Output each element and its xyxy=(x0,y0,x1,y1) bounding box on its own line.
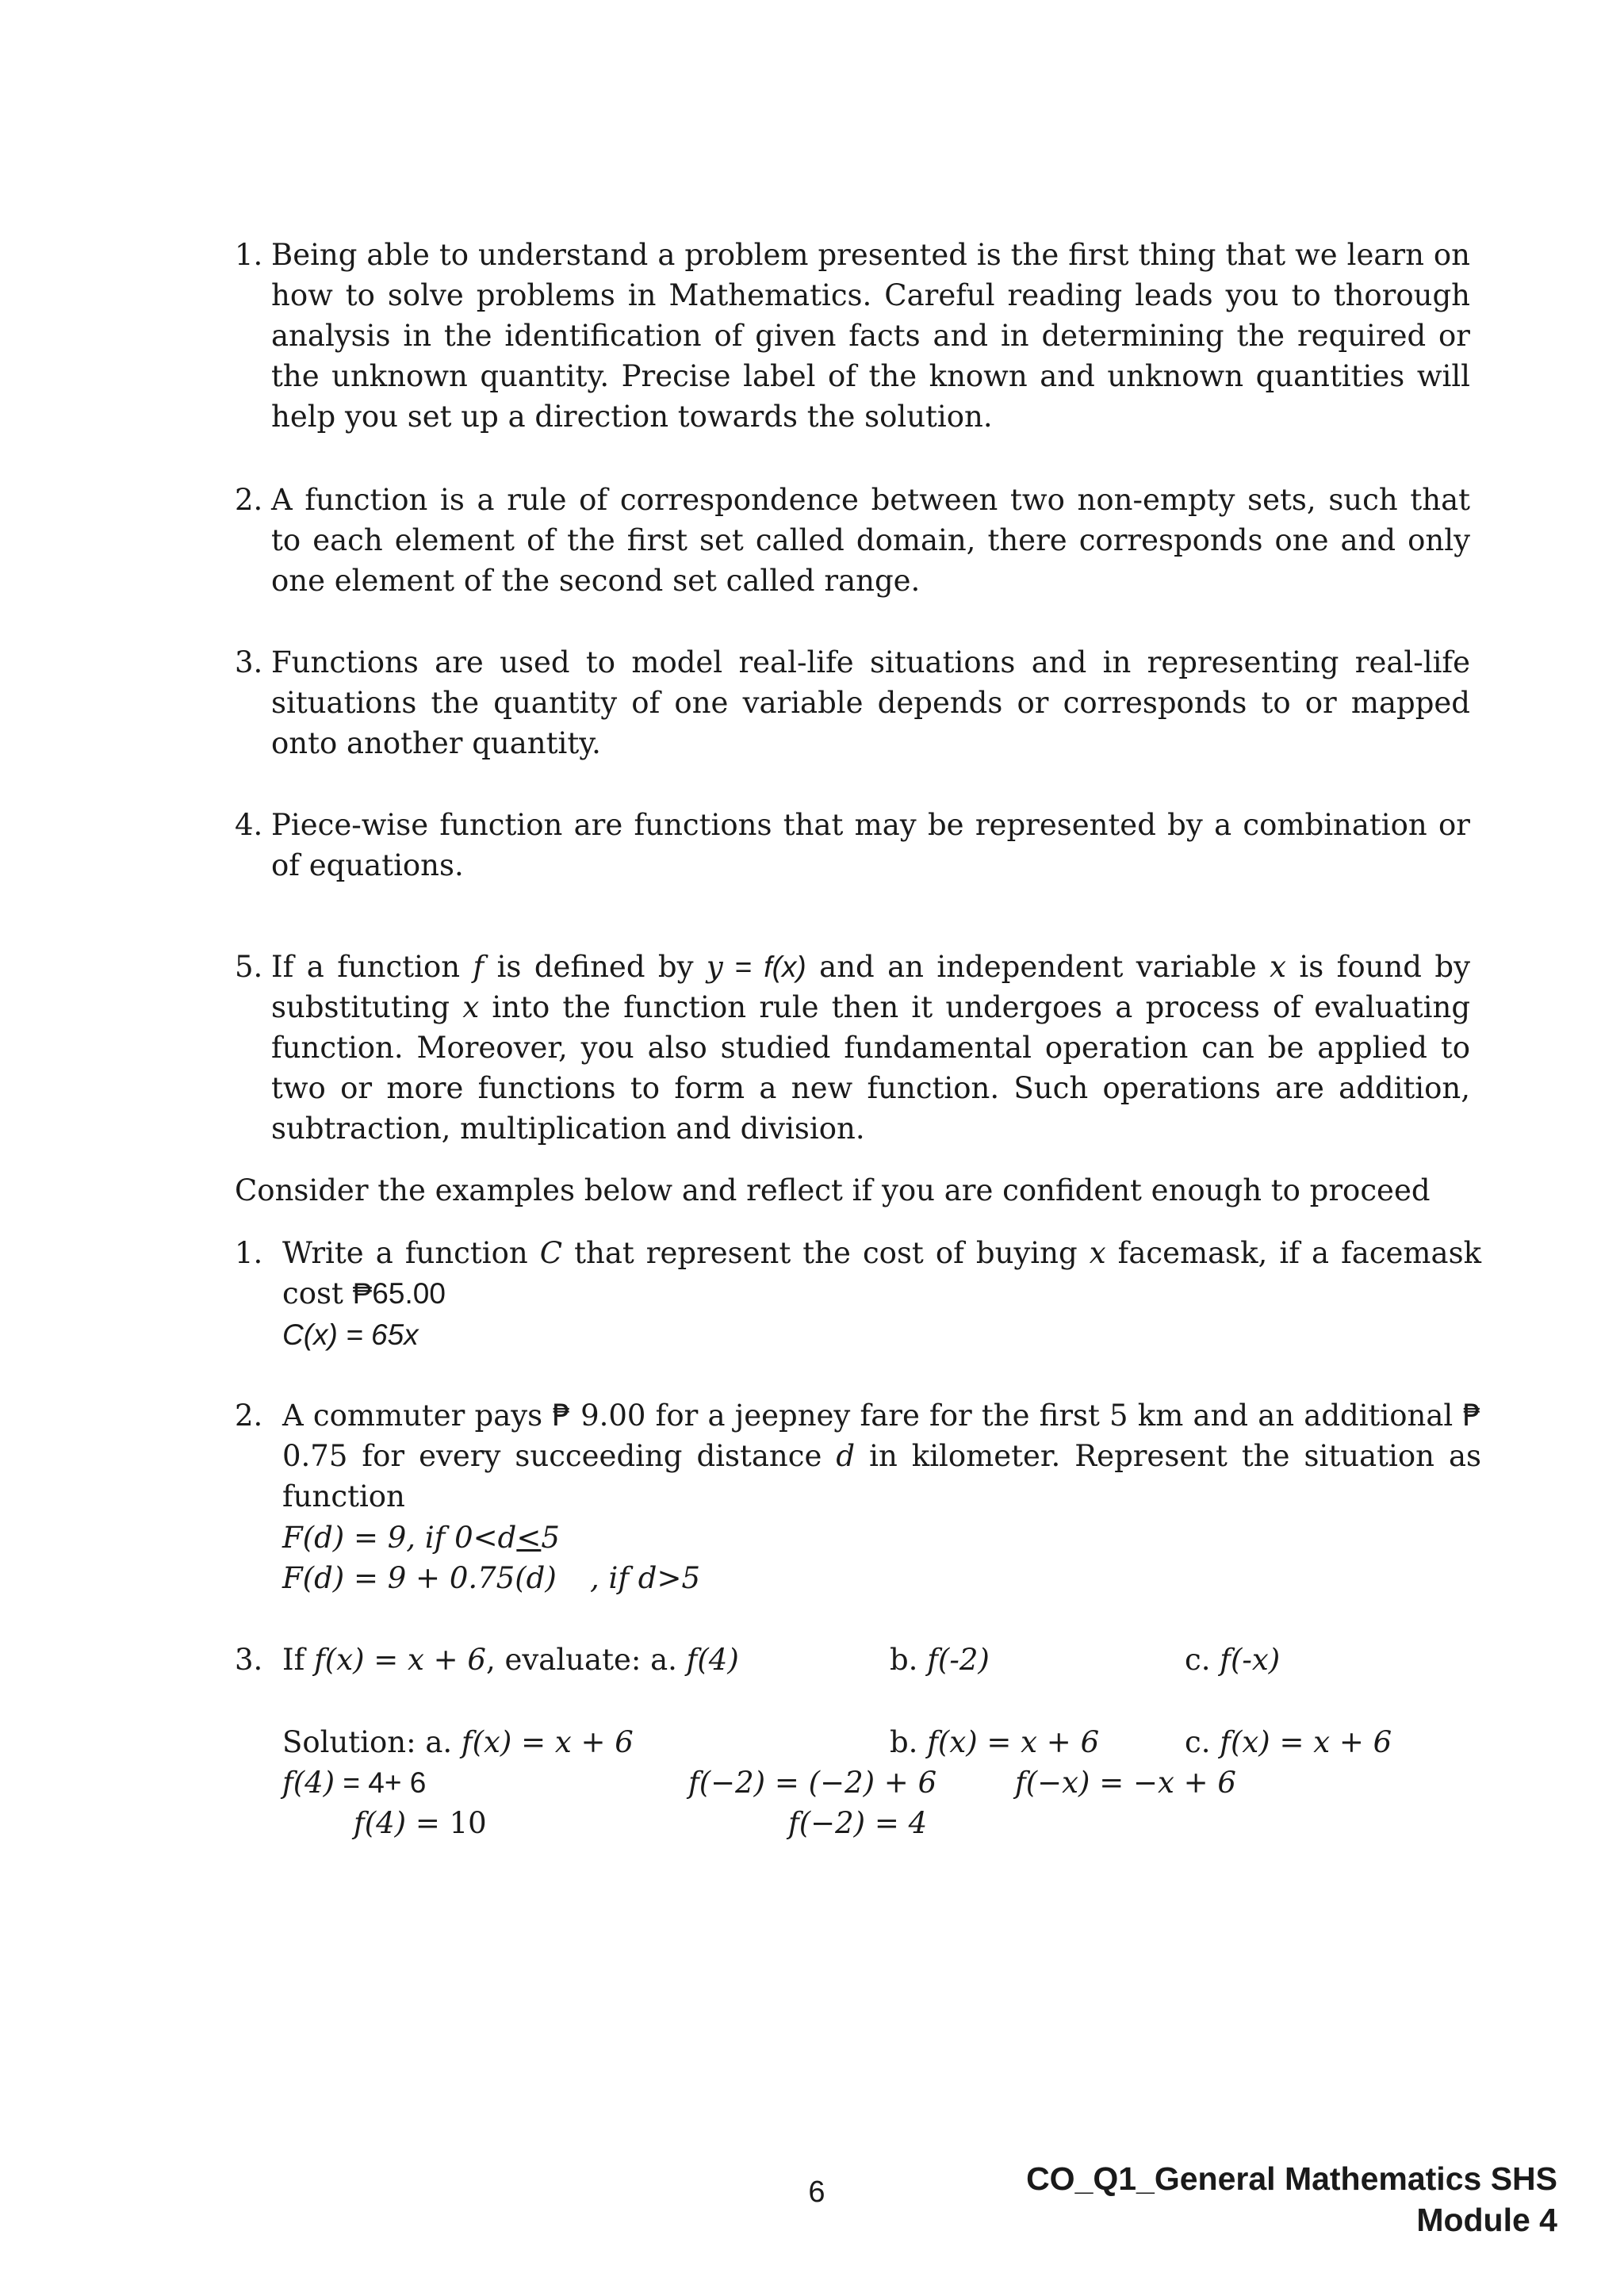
math-variable: f xyxy=(473,950,485,984)
math-variable: y xyxy=(706,950,723,984)
math-variable: x xyxy=(1089,1236,1106,1270)
peso-sign: ₱ xyxy=(552,1399,571,1433)
math-expression: f(x) xyxy=(764,951,806,983)
solution-c-header xyxy=(1185,1722,1392,1762)
example-text: , evaluate: a. xyxy=(485,1643,687,1677)
point-text: A function is a rule of correspondence between two non-empty sets, such that to each element of the first set called domain, there corresponds one and only one element of the second set called range. xyxy=(271,483,1470,598)
math-expression: f(-2) xyxy=(927,1643,990,1677)
part-label: c. xyxy=(1185,1643,1220,1677)
point-text: If a function xyxy=(271,950,473,984)
point-text: is defined by xyxy=(484,950,707,984)
example-number: 3. xyxy=(235,1643,263,1677)
point-number: 1. xyxy=(235,238,263,272)
example-text: A commuter pays xyxy=(282,1399,553,1433)
math-variable: x xyxy=(462,990,480,1024)
example-text: that represent the cost of buying xyxy=(562,1236,1090,1270)
math-expression: f(4) xyxy=(686,1643,739,1677)
math-variable: d xyxy=(836,1439,856,1473)
answer-text: < xyxy=(516,1521,542,1555)
answer-text: 5 xyxy=(541,1521,560,1555)
math-variable: x xyxy=(1270,950,1287,984)
solution-a-step-2 xyxy=(354,1803,487,1843)
answer-text: F(d) = 9, if 0<d xyxy=(282,1521,517,1555)
example-text: facemask, if a facemask cost xyxy=(282,1236,1481,1311)
point-text: = xyxy=(722,951,764,983)
example-number: 1. xyxy=(235,1236,263,1270)
math-expression: = 10 xyxy=(406,1806,487,1840)
example-1-answer: C(x) = 65x xyxy=(282,1318,419,1351)
point-number: 5. xyxy=(235,950,263,984)
module-code-line-2: Module 4 xyxy=(1416,2202,1557,2238)
module-code xyxy=(1026,2158,1557,2241)
math-expression: f(-x) xyxy=(1220,1643,1281,1677)
solution-a-step-1 xyxy=(282,1762,426,1803)
page-number: 6 xyxy=(808,2175,825,2209)
point-text: Piece-wise function are functions that may be represented by a combination or of equations. xyxy=(271,808,1470,882)
solution-label: Solution: xyxy=(282,1725,416,1759)
part-label: c. xyxy=(1185,1725,1220,1759)
module-code-line-1: CO_Q1_General Mathematics SHS xyxy=(1026,2160,1557,2197)
solution-b-step-1: f(−2) = (−2) + 6 xyxy=(688,1766,937,1800)
part-label: a. xyxy=(416,1725,462,1759)
math-expression: f(x) = x + 6 xyxy=(314,1643,486,1677)
summary-point-2 xyxy=(235,480,1470,601)
example-text: in kilometer. Represent the situation as function xyxy=(282,1439,1482,1513)
summary-point-5 xyxy=(235,947,1470,1149)
solution-b-step-2: f(−2) = 4 xyxy=(788,1806,928,1840)
point-text: Functions are used to model real-life situations and in representing real-life situations the quantity of one variable depends or corresponds to or mapped onto another quantity. xyxy=(271,645,1470,760)
math-variable: C xyxy=(539,1236,563,1270)
part-label: b. xyxy=(890,1725,928,1759)
summary-point-3 xyxy=(235,642,1470,763)
example-2-answer-condition: , if d>5 xyxy=(590,1561,701,1595)
math-expression: f(x) = x + 6 xyxy=(461,1725,634,1759)
example-3-question xyxy=(235,1640,739,1680)
part-label: b. xyxy=(890,1643,928,1677)
example-3-part-c xyxy=(1185,1640,1280,1680)
point-number: 4. xyxy=(235,808,263,842)
math-expression: f(4) xyxy=(354,1806,407,1840)
math-expression: = 4+ 6 xyxy=(335,1766,427,1799)
example-3-part-b xyxy=(890,1640,990,1680)
peso-sign: ₱ xyxy=(1462,1399,1481,1433)
solution-b-header xyxy=(890,1722,1099,1762)
point-text: and an independent variable xyxy=(806,950,1270,984)
example-text: If xyxy=(282,1643,315,1677)
math-expression: f(x) = x + 6 xyxy=(1220,1725,1392,1759)
example-1 xyxy=(235,1233,1481,1314)
example-text: Write a function xyxy=(282,1236,540,1270)
solution-c-step-1: f(−x) = −x + 6 xyxy=(1015,1766,1236,1800)
solution-a-header xyxy=(282,1722,634,1762)
example-text: 0.75 for every succeeding distance xyxy=(282,1439,837,1473)
price-value: ₱65.00 xyxy=(352,1277,446,1310)
math-expression: f(4) xyxy=(282,1766,335,1800)
point-number: 2. xyxy=(235,483,263,517)
example-2-answer-line-1 xyxy=(282,1517,560,1558)
point-text: is found by substituting xyxy=(271,950,1470,1024)
summary-point-4 xyxy=(235,805,1470,886)
example-2 xyxy=(235,1395,1481,1517)
examples-intro: Consider the examples below and reflect if you are confident enough to proceed xyxy=(235,1173,1431,1207)
example-text: 9.00 for a jeepney fare for the first 5 km and an additional xyxy=(570,1399,1463,1433)
math-expression: f(x) = x + 6 xyxy=(927,1725,1100,1759)
point-text: into the function rule then it undergoes a process of evaluating function. Moreover, you also studied fundamental operation can be applied to two or more functions to form a new function. Such operations are addition, subtraction, multiplication and division. xyxy=(271,990,1471,1146)
point-text: Being able to understand a problem presented is the first thing that we learn on how to solve problems in Mathematics. Careful reading leads you to thorough analysis in the identification of given facts and in determining the required or the unknown quantity. Precise label of the known and unknown quantities will help you set up a direction towards the solution. xyxy=(271,238,1470,434)
summary-point-1 xyxy=(235,235,1470,437)
point-number: 3. xyxy=(235,645,263,679)
example-2-answer-line-2: F(d) = 9 + 0.75(d) xyxy=(282,1561,557,1595)
example-number: 2. xyxy=(235,1399,263,1433)
